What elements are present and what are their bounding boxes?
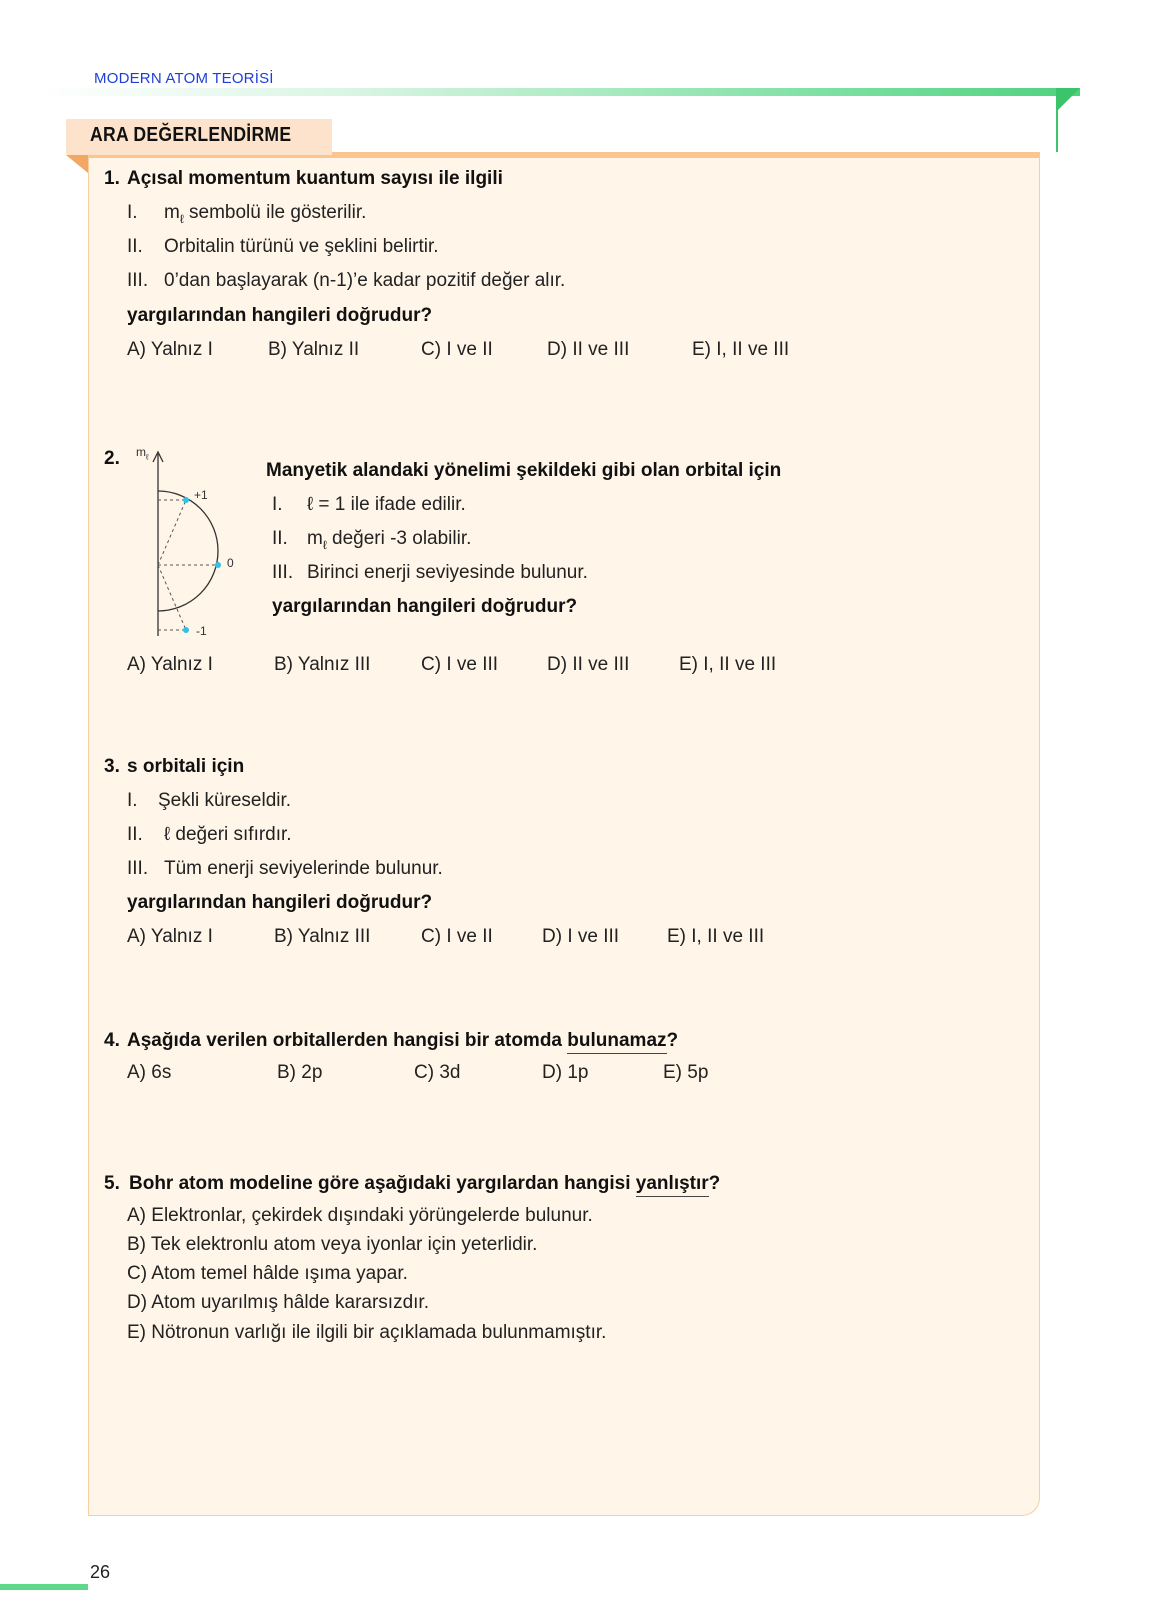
orientation-point [183,497,189,503]
section-title: ARA DEĞERLENDİRME [90,124,292,146]
statement-item: $m_\ell$ sembolü ile gösterilir. [164,202,367,226]
answer-option[interactable]: D) Atom uyarılmış hâlde kararsızdır. [127,1292,429,1313]
answer-option[interactable]: E) Nötronun varlığı ile ilgili bir açıklamada bulunmamıştır. [127,1322,607,1343]
section-tab-fold [66,155,88,173]
statement-item: Orbitalin türünü ve şeklini belirtir. [164,236,439,257]
item-numeral: III. [127,270,149,291]
answer-option[interactable]: A) Elektronlar, çekirdek dışındaki yörüngelerde bulunur. [127,1205,593,1226]
answer-option[interactable]: B) Yalnız II [268,339,360,360]
orbital-orientation-figure [128,440,248,645]
statement-item: $m_\ell$ değeri -3 olabilir. [307,528,472,552]
answer-option[interactable]: A) Yalnız I [127,339,213,360]
answer-option[interactable]: D) II ve III [547,339,630,360]
answer-option[interactable]: B) Yalnız III [274,654,371,675]
answer-option[interactable]: C) I ve II [421,926,493,947]
answer-option[interactable]: D) I ve III [542,926,620,947]
item-numeral: I. [127,790,138,811]
question-prompt: yargılarından hangileri doğrudur? [272,596,578,617]
orientation-point [183,627,189,633]
question-number: 4. [104,1030,120,1051]
item-numeral: I. [272,494,283,515]
question-prompt: yargılarından hangileri doğrudur? [127,892,433,913]
answer-option[interactable]: C) I ve III [421,654,499,675]
answer-option[interactable]: E) 5p [663,1062,709,1083]
emphasis-underlined: bulunamaz [567,1030,666,1054]
question-number: 1. [104,168,120,189]
statement-item: 0’dan başlayarak (n-1)’e kadar pozitif değer alır. [164,270,566,291]
item-numeral: III. [272,562,294,583]
orientation-point [215,562,221,568]
corner-marker [1056,88,1080,112]
answer-option[interactable]: C) Atom temel hâlde ışıma yapar. [127,1263,408,1284]
item-numeral: II. [272,528,288,549]
item-numeral: I. [127,202,138,223]
item-numeral: III. [127,858,149,879]
answer-option[interactable]: B) Yalnız III [274,926,371,947]
orientation-label: -1 [196,624,207,638]
page-number: 26 [90,1562,111,1582]
orientation-label: +1 [194,488,208,502]
statement-item: ℓ = 1 ile ifade edilir. [307,494,466,515]
answer-option[interactable]: B) 2p [277,1062,323,1083]
chapter-title: MODERN ATOM TEORİSİ [94,70,274,87]
emphasis-underlined: yanlıştır [636,1173,709,1197]
corner-rule [1056,92,1058,152]
answer-option[interactable]: A) Yalnız I [127,654,213,675]
question-number: 3. [104,756,120,777]
answer-option[interactable]: D) 1p [542,1062,589,1083]
question-stem: Manyetik alandaki yönelimi şekildeki gibi olan orbital için [266,460,782,481]
answer-option[interactable]: D) II ve III [547,654,630,675]
statement-item: ℓ değeri sıfırdır. [164,824,292,845]
item-numeral: II. [127,236,143,257]
question-prompt: yargılarından hangileri doğrudur? [127,305,433,326]
statement-item: Şekli küreseldir. [158,790,292,811]
question-number: 5. [104,1173,120,1194]
answer-option[interactable]: A) Yalnız I [127,926,213,947]
answer-option[interactable]: A) 6s [127,1062,172,1083]
question-stem: s orbitali için [127,756,245,777]
answer-option[interactable]: C) I ve II [421,339,493,360]
item-numeral: II. [127,824,143,845]
question-stem: Aşağıda verilen orbitallerden hangisi bir atomda bulunamaz? [127,1030,678,1052]
statement-item: Birinci enerji seviyesinde bulunur. [307,562,588,583]
axis-label: $m_\ell$ [136,445,149,462]
answer-option[interactable]: C) 3d [414,1062,461,1083]
answer-option[interactable]: B) Tek elektronlu atom veya iyonlar için yeterlidir. [127,1234,538,1255]
answer-option[interactable]: E) I, II ve III [692,339,790,360]
footer-bar [0,1584,88,1590]
question-stem: Açısal momentum kuantum sayısı ile ilgili [127,168,503,189]
answer-option[interactable]: E) I, II ve III [679,654,777,675]
question-stem: Bohr atom modeline göre aşağıdaki yargılardan hangisi yanlıştır? [129,1173,720,1195]
header-rule [40,88,1080,96]
answer-option[interactable]: E) I, II ve III [667,926,765,947]
orientation-label: 0 [227,556,234,570]
question-number: 2. [104,448,120,469]
statement-item: Tüm enerji seviyelerinde bulunur. [164,858,443,879]
